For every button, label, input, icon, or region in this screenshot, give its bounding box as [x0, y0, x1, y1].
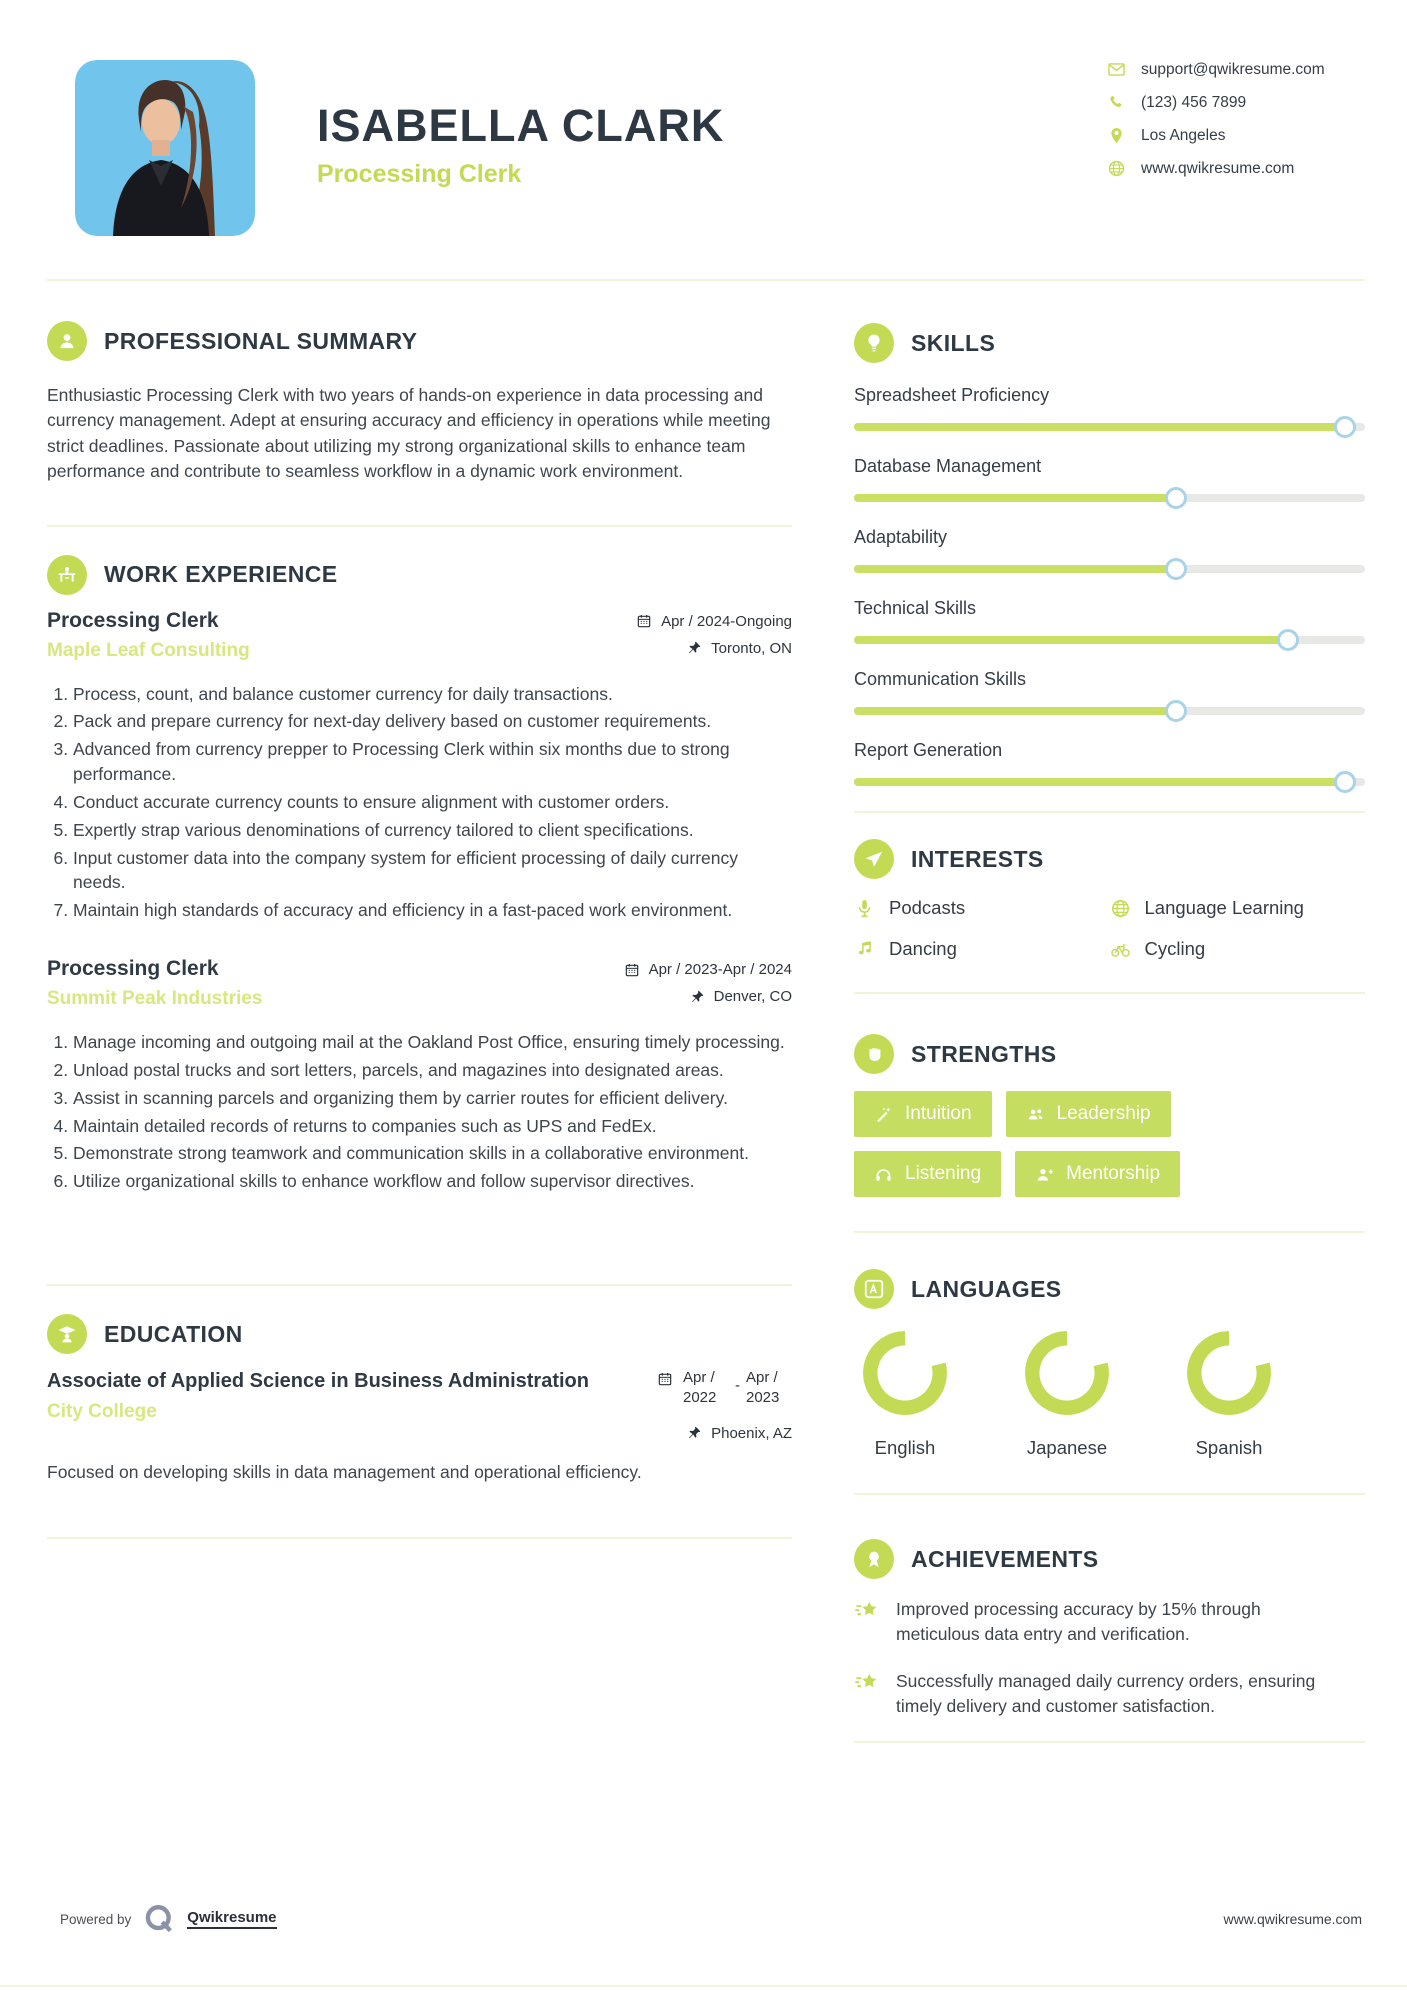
summary-text: Enthusiastic Processing Clerk with two years of hands-on experience in data processing and currency management. Adept at ensuring accuracy and efficiency in operations while meeting strict deadlines. Passionate about utilizing my strong organizational skills to enhance team performance and contribute to seamless workflow in a dynamic work environment. [47, 385, 771, 482]
language-item [1184, 1331, 1274, 1459]
job-dates-text: Apr / 2023-Apr / 2024 [648, 961, 792, 979]
contact-text[interactable]: Los Angeles [1141, 126, 1226, 144]
skill-item [854, 669, 1365, 715]
section-title-skills: SKILLS [911, 329, 996, 356]
skill-item [854, 527, 1365, 573]
education-section-header [47, 1314, 792, 1354]
qwikresume-brand-link[interactable]: Qwikresume [187, 1909, 276, 1929]
skill-slider-knob[interactable] [1334, 416, 1356, 438]
interests-grid [854, 897, 1365, 960]
main-columns [0, 281, 1407, 1743]
powered-by-text: Powered by [60, 1911, 132, 1927]
interest-label: Language Learning [1144, 897, 1304, 918]
skill-label: Spreadsheet Proficiency [854, 385, 1050, 405]
job-meta [636, 609, 792, 657]
skill-label: Adaptability [854, 527, 948, 547]
language-progress-ring [1187, 1331, 1271, 1415]
job-dates [624, 961, 792, 978]
jobs-list [47, 609, 792, 1195]
education-date-separator: - [735, 1377, 740, 1395]
job-bullet: 5. Demonstrate strong teamwork and communication skills in a collaborative environment. [73, 1141, 792, 1166]
skill-item [854, 740, 1365, 786]
divider [854, 1493, 1365, 1495]
skill-slider-fill [854, 565, 1176, 573]
section-title-education: EDUCATION [104, 1320, 243, 1347]
header [0, 0, 1407, 236]
job-location [689, 988, 792, 1005]
strength-label: Listening [905, 1163, 982, 1184]
translate-icon [854, 1269, 894, 1309]
job-bullet: 7. Maintain high standards of accuracy and efficiency in a fast-paced work environment. [73, 898, 792, 923]
job-title-block [47, 957, 262, 1010]
powered-by-block [60, 1902, 277, 1936]
strengths-section-header [854, 1034, 1365, 1074]
education-school: City College [47, 1401, 157, 1423]
skill-slider-fill [854, 778, 1345, 786]
microphone-icon [854, 898, 875, 919]
skill-slider[interactable] [854, 636, 1365, 644]
skill-label: Communication Skills [854, 669, 1027, 689]
job-bullet: 5. Expertly strap various denominations of currency tailored to client specifications. [73, 818, 792, 843]
medal-icon [854, 1539, 894, 1579]
skill-slider-knob[interactable] [1165, 487, 1187, 509]
envelope-icon [1107, 60, 1126, 79]
divider [854, 992, 1365, 994]
skill-slider[interactable] [854, 778, 1365, 786]
language-item [860, 1331, 950, 1459]
contact-item [1107, 126, 1362, 145]
languages-section-header [854, 1269, 1365, 1309]
education-date-end: Apr / 2023 [746, 1369, 780, 1407]
language-label: English [874, 1437, 936, 1458]
identity-block [317, 60, 1107, 189]
job-location-text: Denver, CO [713, 988, 792, 1006]
skill-label: Report Generation [854, 740, 1003, 760]
education-entry [47, 1368, 792, 1442]
magic-wand-icon [874, 1105, 893, 1124]
languages-list [854, 1331, 1365, 1459]
education-dates [657, 1368, 792, 1409]
strength-chip [1006, 1091, 1171, 1137]
job-location [686, 640, 792, 657]
skills-list [854, 385, 1365, 786]
phone-icon [1107, 93, 1126, 112]
education-date-start: Apr / 2022 [683, 1369, 717, 1407]
left-column [47, 281, 792, 1539]
shooting-star-icon [854, 1670, 881, 1697]
job-company: Summit Peak Industries [47, 988, 263, 1010]
interest-label: Cycling [1144, 938, 1206, 959]
job-header [47, 957, 792, 1010]
section-title-summary: PROFESSIONAL SUMMARY [104, 327, 418, 354]
job-title: Processing Clerk [47, 608, 219, 632]
shooting-star-icon [854, 1598, 881, 1625]
bicycle-icon [1110, 939, 1131, 960]
contact-item [1107, 93, 1362, 112]
contact-item [1107, 159, 1362, 178]
globe-icon [1110, 898, 1131, 919]
education-description: Focused on developing skills in data management and operational efficiency. [47, 1461, 642, 1482]
strength-chip [1015, 1151, 1180, 1197]
paper-plane-icon [854, 839, 894, 879]
divider [47, 1284, 792, 1286]
skills-section-header [854, 323, 1365, 363]
job-bullets [47, 682, 792, 924]
job-company: Maple Leaf Consulting [47, 639, 250, 661]
skill-slider-fill [854, 636, 1288, 644]
job-title: Processing Clerk [47, 957, 219, 981]
user-plus-icon [1035, 1165, 1054, 1184]
job-title-block [47, 609, 250, 662]
interests-section-header [854, 839, 1365, 879]
skill-slider-knob[interactable] [1334, 771, 1356, 793]
education-location-text: Phoenix, AZ [711, 1424, 792, 1442]
achievement-text: Improved processing accuracy by 15% through meticulous data entry and verification. [896, 1599, 1261, 1645]
language-progress-ring [863, 1331, 947, 1415]
interest-item [1110, 897, 1366, 919]
skill-item [854, 456, 1365, 502]
strength-label: Intuition [905, 1103, 972, 1124]
footer [60, 1902, 1362, 1936]
job-bullet: 6. Input customer data into the company system for efficient processing of daily currency needs. [73, 846, 792, 896]
globe-icon [1107, 159, 1126, 178]
job-bullet: 2. Pack and prepare currency for next-day delivery based on customer requirements. [73, 709, 792, 734]
divider [47, 1537, 792, 1539]
contact-text[interactable]: (123) 456 7899 [1141, 93, 1247, 111]
section-title-experience: WORK EXPERIENCE [104, 561, 338, 587]
skill-slider[interactable] [854, 494, 1365, 502]
job-bullet: 3. Assist in scanning parcels and organizing them by carrier routes for efficient delivery. [73, 1086, 792, 1111]
right-column [854, 281, 1365, 1743]
language-item [1022, 1331, 1112, 1459]
interest-label: Dancing [889, 938, 957, 959]
pushpin-icon [686, 640, 702, 656]
strength-label: Leadership [1056, 1103, 1151, 1124]
lightbulb-icon [854, 323, 894, 363]
workstation-icon [47, 555, 87, 595]
person-name: ISABELLA CLARK [317, 100, 725, 151]
section-title-languages: LANGUAGES [911, 1275, 1062, 1302]
interest-item [854, 938, 1110, 960]
summary-section-header [47, 321, 792, 361]
skill-slider[interactable] [854, 565, 1365, 573]
skill-label: Technical Skills [854, 598, 977, 618]
job-bullet: 2. Unload postal trucks and sort letters, parcels, and magazines into designated areas. [73, 1058, 792, 1083]
divider [854, 811, 1365, 813]
job-header [47, 609, 792, 662]
divider [854, 1231, 1365, 1233]
job-meta [624, 957, 792, 1005]
footer-website[interactable]: www.qwikresume.com [1223, 1911, 1362, 1927]
divider [47, 525, 792, 527]
education-meta [657, 1368, 792, 1442]
job-bullet: 4. Maintain detailed records of returns to companies such as UPS and FedEx. [73, 1114, 792, 1139]
language-progress-ring [1025, 1331, 1109, 1415]
job-bullet: 6. Utilize organizational skills to enhance workflow and follow supervisor directives. [73, 1169, 792, 1194]
fist-icon [854, 1034, 894, 1074]
skill-slider-knob[interactable] [1165, 700, 1187, 722]
interest-label: Podcasts [889, 897, 966, 918]
job-bullet: 3. Advanced from currency prepper to Processing Clerk within six months due to strong performance. [73, 737, 792, 787]
strength-label: Mentorship [1066, 1163, 1161, 1184]
skill-item [854, 385, 1365, 431]
skill-slider-knob[interactable] [1277, 629, 1299, 651]
interest-item [854, 897, 1110, 919]
language-label: Spanish [1195, 1437, 1263, 1458]
language-label: Japanese [1026, 1437, 1108, 1458]
skill-slider-fill [854, 494, 1176, 502]
job-bullet: 1. Process, count, and balance customer currency for daily transactions. [73, 682, 792, 707]
skill-slider-fill [854, 707, 1176, 715]
education-title-block [47, 1368, 589, 1423]
contact-text[interactable]: support@qwikresume.com [1141, 60, 1325, 78]
contact-item [1107, 60, 1362, 79]
music-note-icon [854, 939, 875, 960]
achievement-item [854, 1669, 1365, 1720]
strength-chip [854, 1091, 992, 1137]
profile-photo [75, 60, 255, 236]
achievements-section-header [854, 1539, 1365, 1579]
skill-label: Database Management [854, 456, 1042, 476]
education-degree: Associate of Applied Science in Business Administration [47, 1370, 589, 1393]
interest-item [1110, 938, 1366, 960]
skill-slider[interactable] [854, 423, 1365, 431]
section-title-interests: INTERESTS [911, 845, 1044, 872]
users-icon [1026, 1105, 1045, 1124]
person-icon [47, 321, 87, 361]
job-bullet: 4. Conduct accurate currency counts to ensure alignment with customer orders. [73, 790, 792, 815]
divider [854, 1741, 1365, 1743]
job-entry [47, 609, 792, 924]
skill-slider-fill [854, 423, 1345, 431]
skill-item [854, 598, 1365, 644]
graduate-icon [47, 1314, 87, 1354]
job-dates [636, 613, 792, 630]
skill-slider-knob[interactable] [1165, 558, 1187, 580]
achievement-item [854, 1597, 1365, 1648]
skill-slider[interactable] [854, 707, 1365, 715]
calendar-icon [624, 962, 640, 978]
q-logo-icon [142, 1902, 176, 1936]
pushpin-icon [689, 989, 705, 1005]
contact-list [1107, 60, 1362, 178]
section-title-achievements: ACHIEVEMENTS [911, 1545, 1099, 1572]
location-pin-icon [1107, 126, 1126, 145]
job-bullet: 1. Manage incoming and outgoing mail at the Oakland Post Office, ensuring timely processing. [73, 1030, 792, 1055]
experience-section-header [47, 555, 792, 595]
job-bullets [47, 1030, 792, 1194]
achievement-text: Successfully managed daily currency orders, ensuring timely delivery and customer satisfaction. [896, 1670, 1316, 1717]
person-job-title: Processing Clerk [317, 160, 522, 188]
headphones-icon [874, 1165, 893, 1184]
education-location [686, 1425, 792, 1442]
contact-text[interactable]: www.qwikresume.com [1141, 159, 1295, 177]
calendar-icon [636, 613, 652, 629]
section-title-strengths: STRENGTHS [911, 1040, 1057, 1067]
job-location-text: Toronto, ON [711, 639, 792, 657]
calendar-icon [657, 1371, 673, 1387]
job-entry [47, 957, 792, 1194]
strength-chip [854, 1151, 1001, 1197]
strengths-chips [854, 1091, 1254, 1197]
pushpin-icon [686, 1425, 702, 1441]
profile-photo-image [75, 60, 255, 236]
achievements-list [854, 1597, 1365, 1720]
job-dates-text: Apr / 2024-Ongoing [661, 612, 792, 630]
